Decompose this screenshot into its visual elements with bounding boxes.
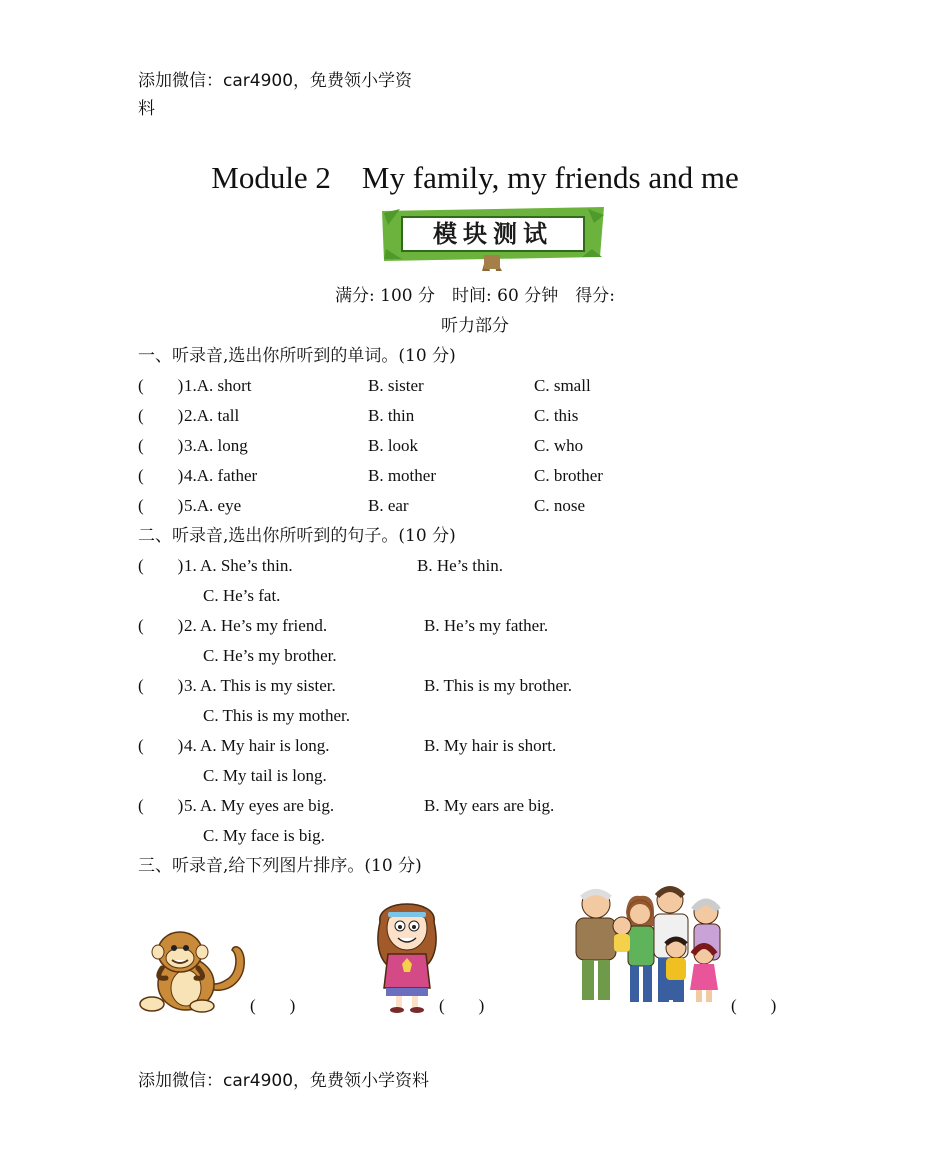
option-a: 4.A. father	[184, 466, 258, 485]
watermark-top-line2: 料	[138, 99, 155, 119]
option-b: B. ear	[368, 496, 409, 515]
answer-bracket[interactable]: ( )	[138, 436, 184, 455]
option-b: B. My ears are big.	[424, 796, 555, 815]
watermark-bottom: 添加微信：car4900，免费领小学资料	[138, 1071, 430, 1091]
answer-bracket[interactable]: ( )	[138, 616, 184, 635]
option-c: C. brother	[534, 466, 603, 485]
family-illustration	[562, 882, 732, 1012]
option-c: C. who	[534, 436, 584, 455]
answer-bracket[interactable]: ( )	[138, 376, 184, 395]
option-c: C. He’s fat.	[203, 586, 281, 605]
answer-bracket[interactable]: ( )	[138, 736, 184, 755]
part3-heading: 三、听录音,给下列图片排序。(10 分)	[138, 856, 422, 876]
answer-bracket[interactable]: ( )	[439, 996, 485, 1015]
option-c: C. nose	[534, 496, 585, 515]
answer-bracket[interactable]: ( )	[138, 466, 184, 485]
option-c: C. small	[534, 376, 591, 395]
option-a: 2. A. He’s my friend.	[184, 616, 328, 635]
option-c: C. He’s my brother.	[203, 646, 337, 665]
answer-bracket[interactable]: ( )	[250, 996, 296, 1015]
banner-text: 模块测试	[433, 220, 553, 248]
part2-heading: 二、听录音,选出你所听到的句子。(10 分)	[138, 526, 456, 546]
option-b: B. This is my brother.	[424, 676, 572, 695]
score-line: 满分: 100 分 时间: 60 分钟 得分:	[335, 286, 615, 306]
option-a: 5.A. eye	[184, 496, 242, 515]
option-b: B. He’s my father.	[424, 616, 549, 635]
watermark-top-line1: 添加微信：car4900，免费领小学资	[138, 71, 413, 91]
girl-illustration	[372, 892, 442, 1014]
option-c: C. This is my mother.	[203, 706, 351, 725]
answer-bracket[interactable]: ( )	[138, 676, 184, 695]
answer-bracket[interactable]: ( )	[138, 796, 184, 815]
option-c: C. My tail is long.	[203, 766, 327, 785]
part1-heading: 一、听录音,选出你所听到的单词。(10 分)	[138, 346, 456, 366]
option-b: B. look	[368, 436, 419, 455]
option-a: 4. A. My hair is long.	[184, 736, 330, 755]
option-a: 3. A. This is my sister.	[184, 676, 336, 695]
answer-bracket[interactable]: ( )	[138, 556, 184, 575]
option-a: 1.A. short	[184, 376, 252, 395]
option-b: B. thin	[368, 406, 415, 425]
option-b: B. He’s thin.	[417, 556, 503, 575]
option-a: 5. A. My eyes are big.	[184, 796, 335, 815]
option-b: B. sister	[368, 376, 424, 395]
option-a: 2.A. tall	[184, 406, 240, 425]
monkey-illustration	[136, 928, 252, 1014]
option-a: 3.A. long	[184, 436, 248, 455]
option-b: B. mother	[368, 466, 436, 485]
answer-bracket[interactable]: ( )	[731, 996, 777, 1015]
module-test-banner	[378, 205, 608, 273]
page-title: Module 2 My family, my friends and me	[211, 160, 739, 195]
answer-bracket[interactable]: ( )	[138, 406, 184, 425]
option-b: B. My hair is short.	[424, 736, 557, 755]
answer-bracket[interactable]: ( )	[138, 496, 184, 515]
option-c: C. My face is big.	[203, 826, 325, 845]
section-title: 听力部分	[441, 316, 509, 336]
option-a: 1. A. She’s thin.	[184, 556, 293, 575]
option-c: C. this	[534, 406, 579, 425]
